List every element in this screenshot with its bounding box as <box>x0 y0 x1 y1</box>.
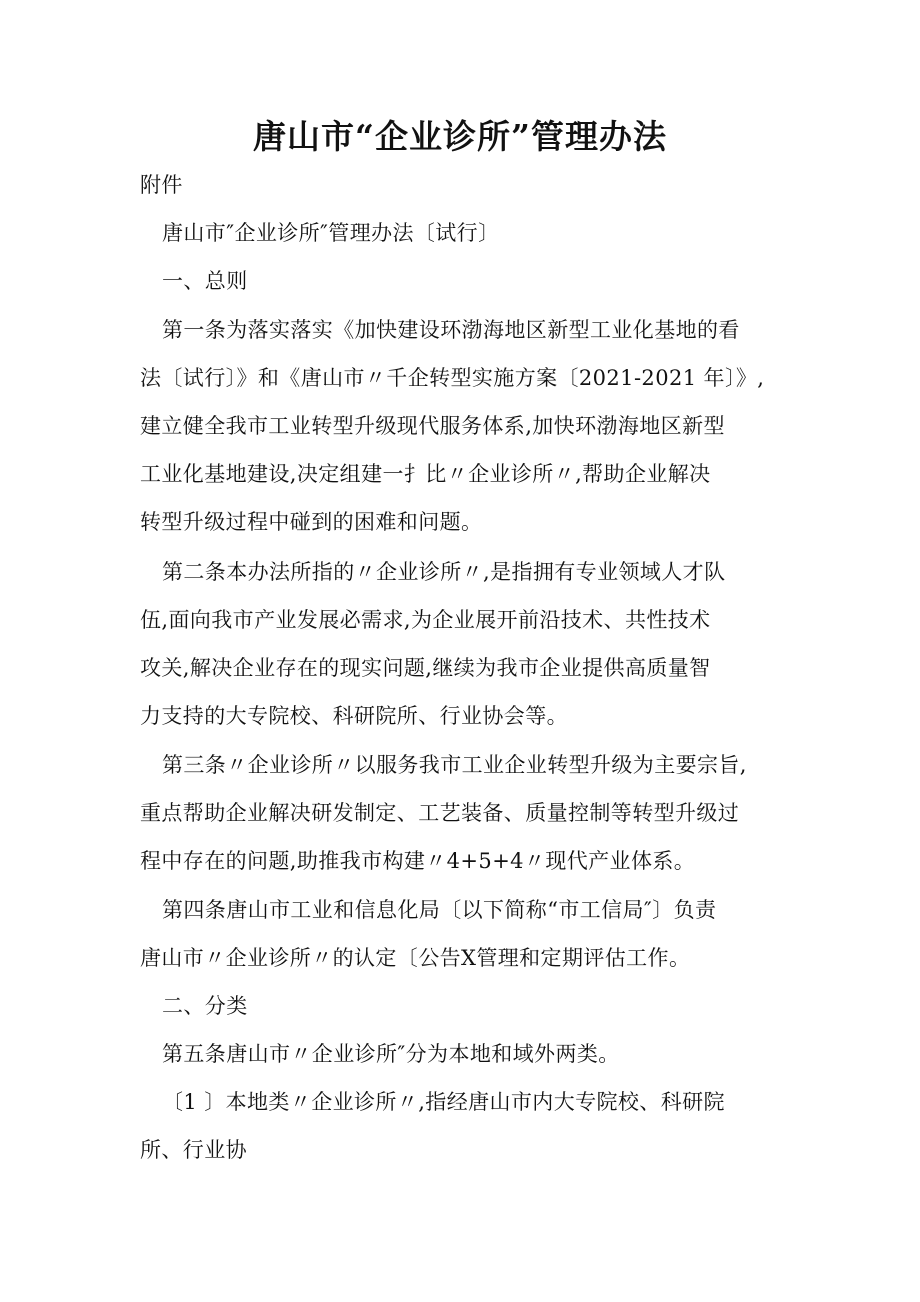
paragraph-line: 法〔试行〕》和《唐山市〃千企转型实施方案〔2021-2021 年〕》, <box>140 366 765 390</box>
paragraph-line: 第四条唐山市工业和信息化局〔以下简称“市工信局″〕负责 <box>162 898 717 922</box>
paragraph-line: 建立健全我市工业转型升级现代服务体系,加快环渤海地区新型 <box>140 414 725 438</box>
paragraph-line: 工业化基地建设,决定组建一扌比〃企业诊所〃,帮助企业解决 <box>140 462 711 486</box>
section-heading-general: 一、总则 <box>162 269 248 293</box>
paragraph-line: 〔1 〕本地类〃企业诊所〃,指经唐山市内大专院校、科研院 <box>162 1090 725 1114</box>
paragraph-line: 程中存在的问题,助推我市构建〃4+5+4〃现代产业体系。 <box>140 849 696 873</box>
paragraph-line: 伍,面向我市产业发展必需求,为企业展开前沿技术、共性技术 <box>140 608 711 632</box>
paragraph-line: 第一条为落实落实《加快建设环渤海地区新型工业化基地的看 <box>162 318 740 342</box>
paragraph-line: 唐山市〃企业诊所〃的认定〔公告X管理和定期评估工作。 <box>140 946 691 970</box>
paragraph-line: 第三条〃企业诊所〃以服务我市工业企业转型升级为主要宗旨, <box>162 753 747 777</box>
document-title: 唐山市“企业诊所”管理办法 <box>253 117 667 156</box>
paragraph-line: 第五条唐山市〃企业诊所″分为本地和域外两类。 <box>162 1042 620 1066</box>
paragraph-line: 重点帮助企业解决研发制定、工艺装备、质量控制等转型升级过 <box>140 801 740 825</box>
paragraph-line: 攻关,解决企业存在的现实问题,继续为我市企业提供高质量智 <box>140 656 711 680</box>
subtitle-line: 唐山市″企业诊所″管理办法〔试行〕 <box>162 221 500 245</box>
paragraph-line: 第二条本办法所指的〃企业诊所〃,是指拥有专业领域人才队 <box>162 560 726 584</box>
section-heading-classification: 二、分类 <box>162 994 248 1018</box>
paragraph-line: 转型升级过程中碰到的困难和问题。 <box>140 510 483 534</box>
paragraph-line: 所、行业协 <box>140 1138 247 1162</box>
attachment-label: 附件 <box>140 173 183 197</box>
paragraph-line: 力支持的大专院校、科研院所、行业协会等。 <box>140 704 568 728</box>
